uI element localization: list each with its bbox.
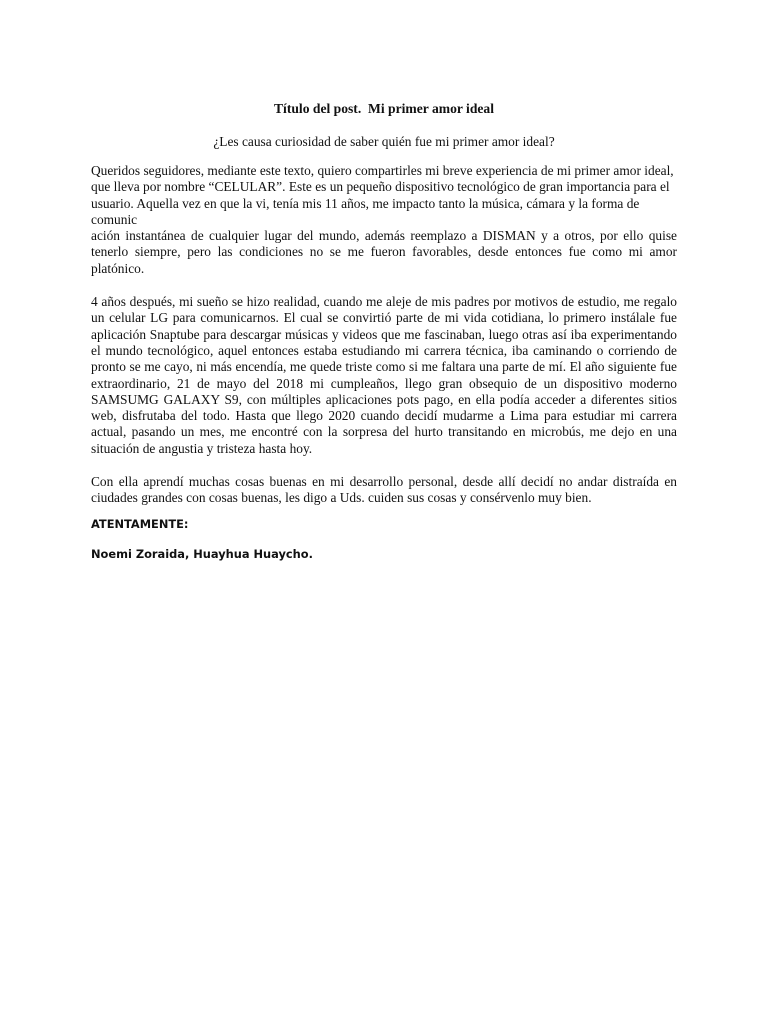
paragraph-2: 4 años después, mi sueño se hizo realidad, cuando me aleje de mis padres por motivos de estudio, me regalo un celular LG para comunicarnos. El cual se convirtió parte de mi vida cotidiana, lo primero instálale fue aplicación Snaptube para descargar músicas y videos que me fascinaban, luego otras así iba experimentando el mundo tecnológico, aquel entonces estaba estudiando mi carrera técnica, iba caminando o corriendo de pronto se me cayo, ni más encendía, me quede triste como si me faltara una parte de mí. El año siguiente fue extraordinario, 21 de mayo del 2018 mi cumpleaños, llego gran obsequio de un dispositivo moderno SAMSUMG GALAXY S9, con múltiples aplicaciones pots pago, en ella podía acceder a diferentes sitios web, disfrutaba del todo. Hasta que llego 2020 cuando decidí mudarme a Lima para estudiar mi carrera actual, pasando un mes, me encontré con la sorpresa del hurto transitando en microbús, me dejo en una situación de angustia y tristeza hasta hoy. [91, 294, 677, 456]
closing-label: ATENTAMENTE: [91, 517, 189, 531]
author-signature: Noemi Zoraida, Huayhua Huaycho. [91, 547, 313, 561]
paragraph-1 [91, 163, 677, 277]
document-body [91, 101, 677, 507]
post-title: Título del post. Mi primer amor ideal [273, 101, 494, 116]
paragraph-1-part-a: Queridos seguidores, mediante este texto, quiero compartirles mi breve experiencia de mi primer amor ideal, que lleva por nombre “CELULAR”. Este es un pequeño dispositivo tecnológico de gran importancia para el usuario. Aquella vez en que la vi, tenía mis 11 años, me impacto tanto la música, cámara y la forma de comunic [91, 163, 674, 227]
paragraph-3: Con ella aprendí muchas cosas buenas en mi desarrollo personal, desde allí decidí no andar distraída en ciudades grandes con cosas buenas, les digo a Uds. cuiden sus cosas y consérvenlo muy bien. [91, 474, 677, 506]
paragraph-1-part-b: ación instantánea de cualquier lugar del mundo, además reemplazo a DISMAN y a otros, por ello quise tenerlo siempre, pero las condiciones no se me fueron favorables, desde entonces fue como mi amor platónico. [91, 228, 677, 276]
intro-question: ¿Les causa curiosidad de saber quién fue mi primer amor ideal? [213, 134, 555, 149]
